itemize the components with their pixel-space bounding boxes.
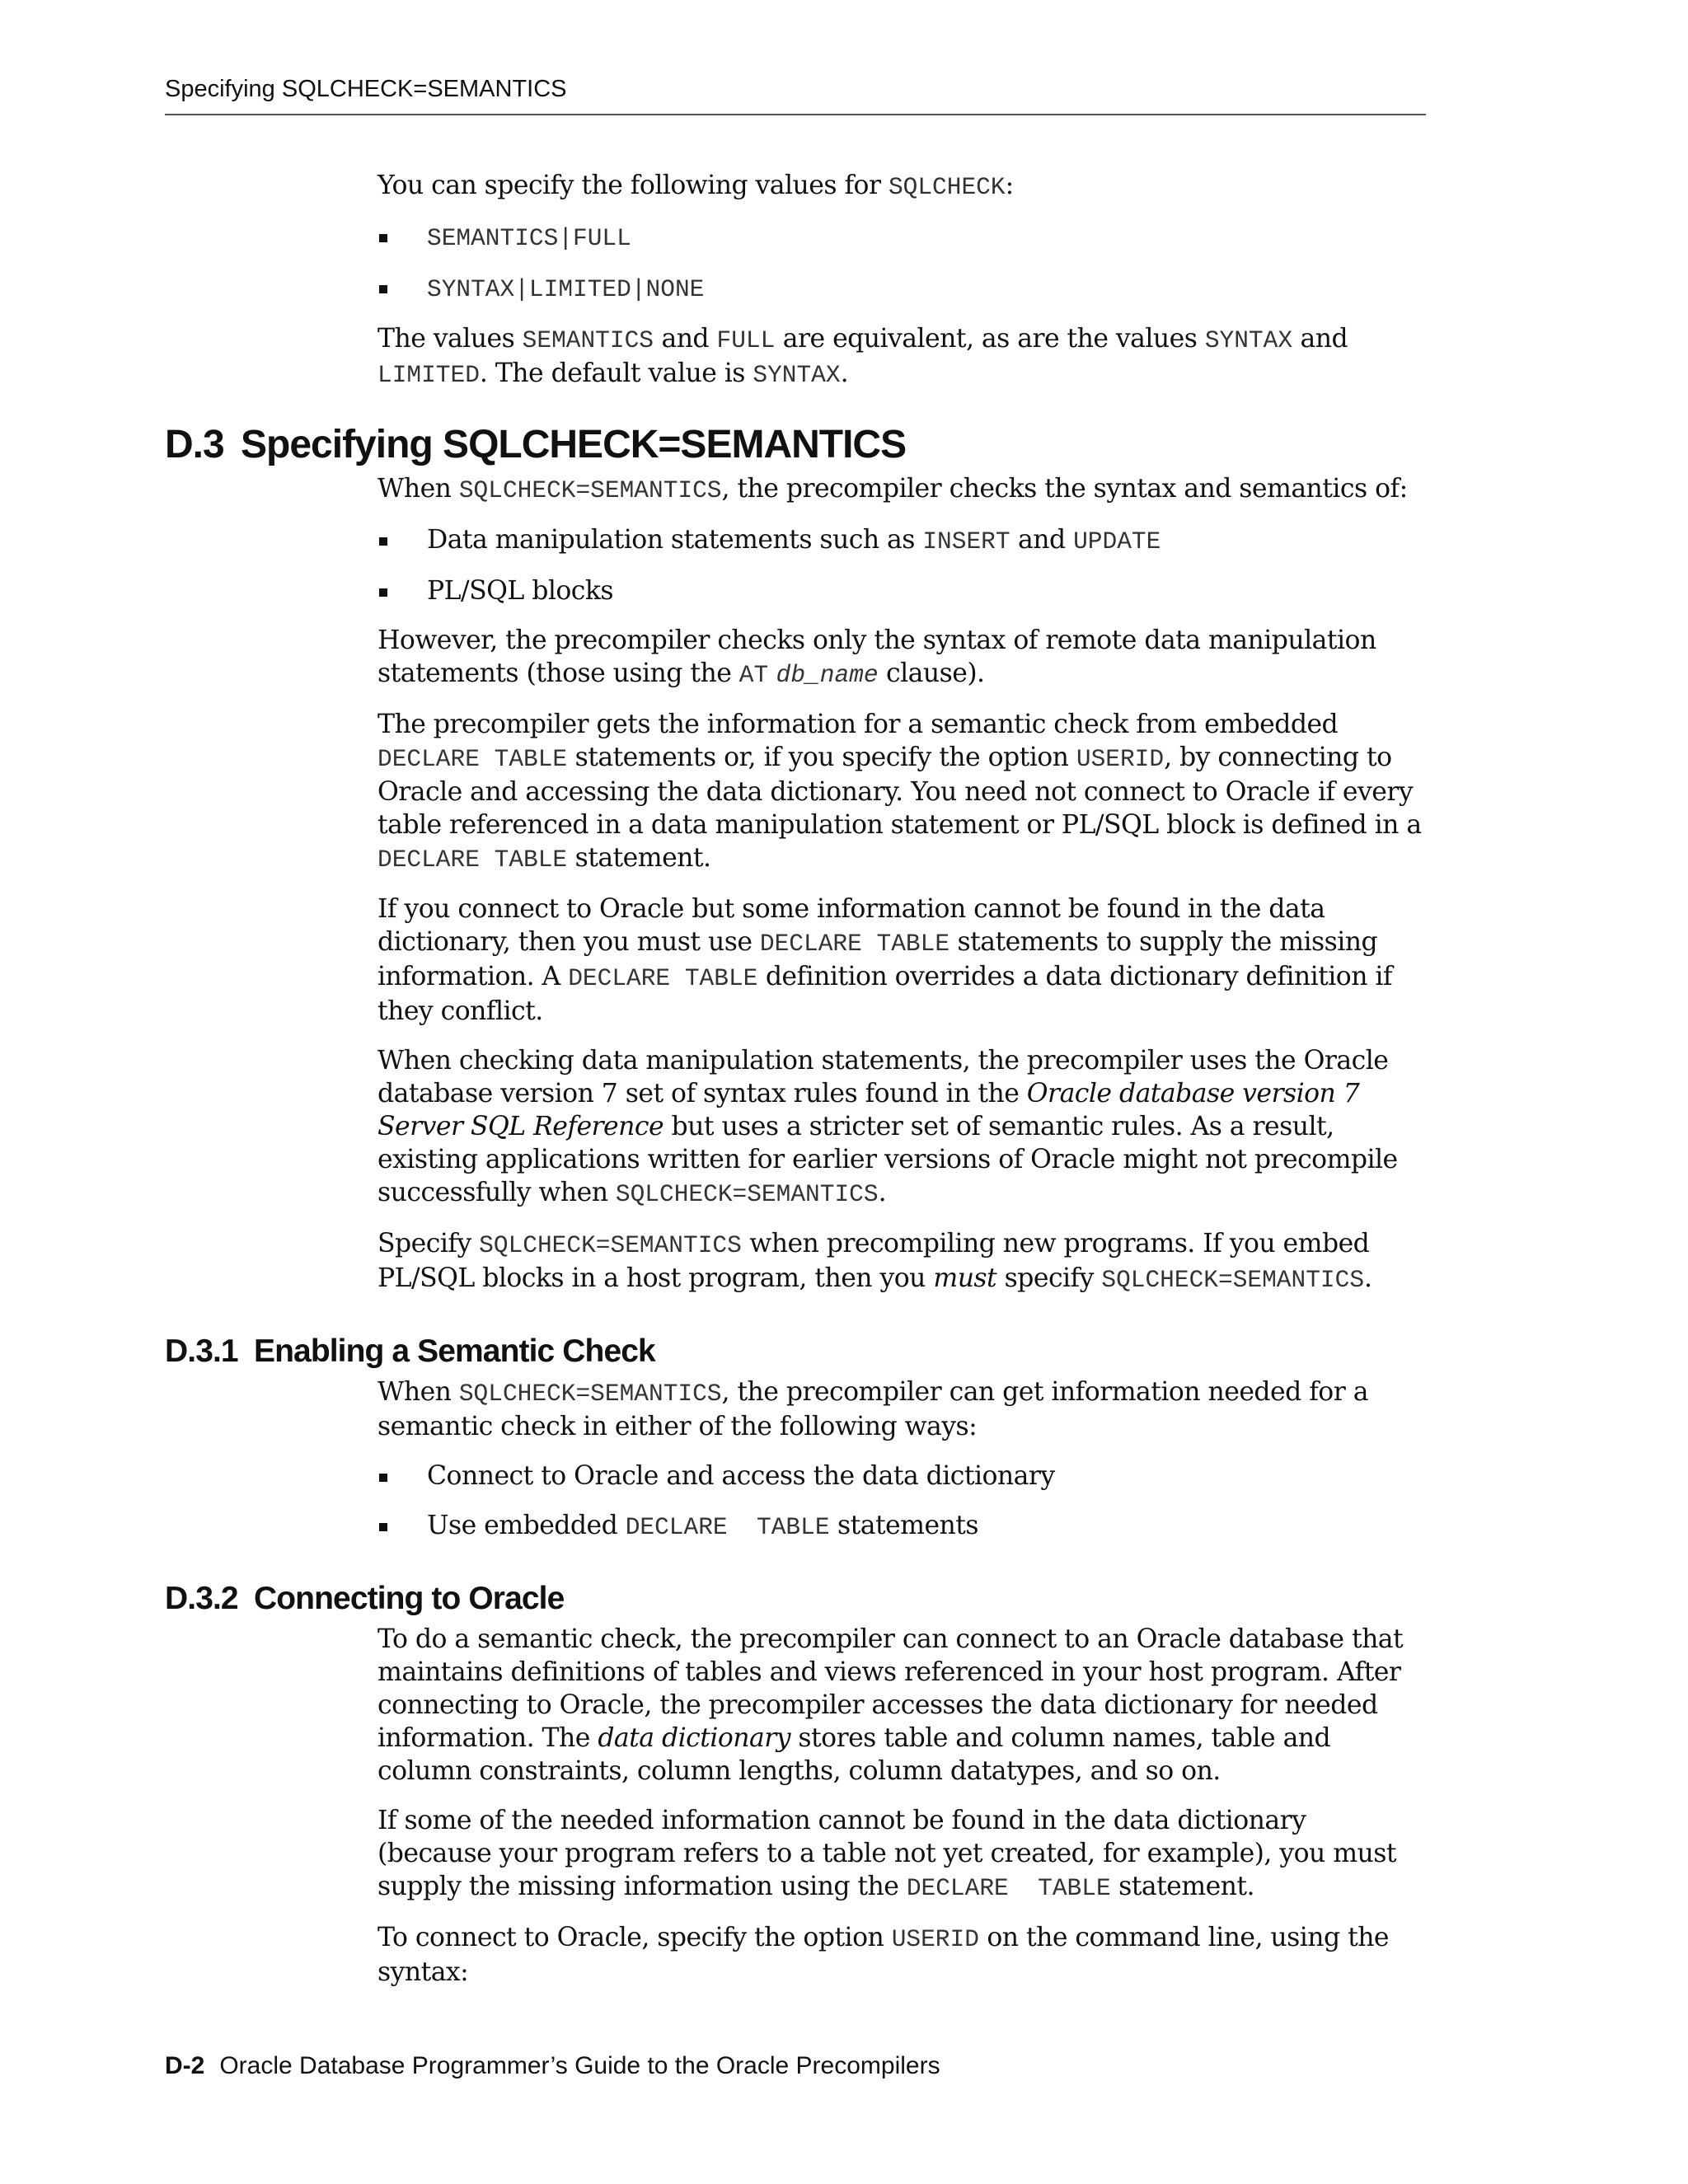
running-header: Specifying SQLCHECK=SEMANTICS bbox=[165, 76, 567, 102]
page-body bbox=[165, 169, 1424, 2005]
header-rule bbox=[165, 114, 1426, 115]
d3-paragraph-6: Specify SQLCHECK=SEMANTICS when precompiling new programs. If you embed PL/SQL blocks in a host program, then you must specify SQLCHECK=SEMANTICS. bbox=[377, 1229, 1372, 1294]
section-heading-d32 bbox=[165, 1580, 1424, 1618]
d32-paragraph-1: To do a semantic check, the precompiler can connect to an Oracle database that maintains definitions of tables and views referenced in your host program. After connecting to Oracle, the precompiler accesses the data dictionary for needed information. The data dictionary stores table and column names, table and column constraints, column lengths, column datatypes, and so on. bbox=[377, 1624, 1404, 1786]
list-item: PL/SQL blocks bbox=[377, 574, 1424, 607]
section-number: D.3.1 bbox=[165, 1333, 238, 1369]
d31-ways-list bbox=[377, 1460, 1424, 1544]
book-title: Oracle Database Programmer’s Guide to the Oracle Precompilers bbox=[219, 2052, 940, 2079]
d31-paragraph-1: When SQLCHECK=SEMANTICS, the precompiler can get information needed for a semantic check in either of the following ways: bbox=[377, 1377, 1368, 1441]
section-number: D.3 bbox=[165, 423, 224, 466]
list-item: SYNTAX|LIMITED|NONE bbox=[377, 271, 1424, 306]
list-item: SEMANTICS|FULL bbox=[377, 220, 1424, 255]
d3-paragraph-1: When SQLCHECK=SEMANTICS, the precompiler checks the syntax and semantics of: bbox=[377, 474, 1408, 504]
d32-paragraph-2: If some of the needed information cannot be found in the data dictionary (because your program refers to a table not yet created, for example), you must supply the missing information using the DECLARE TABLE statement. bbox=[377, 1806, 1396, 1902]
section-number: D.3.2 bbox=[165, 1581, 238, 1616]
d3-paragraph-3: The precompiler gets the information for a semantic check from embedded DECLARE TABLE statements or, if you specify the option USERID, by connecting to Oracle and accessing the data dictionary. You need not connect to Oracle if every table referenced in a data manipulation statement or PL/SQL block is defined in a DECLARE TABLE statement. bbox=[377, 710, 1422, 874]
section-title: Enabling a Semantic Check bbox=[254, 1333, 655, 1369]
d3-paragraph-5: When checking data manipulation statements, the precompiler uses the Oracle database version 7 set of syntax rules found in the Oracle database version 7 Server SQL Reference but uses a stricter set of semantic rules. As a result, existing applications written for earlier versions of Oracle might not precompile successfully when SQLCHECK=SEMANTICS. bbox=[377, 1046, 1398, 1208]
list-item: Use embedded DECLARE TABLE statements bbox=[377, 1509, 1424, 1544]
list-item: Connect to Oracle and access the data dictionary bbox=[377, 1460, 1424, 1493]
page-footer bbox=[165, 2052, 940, 2080]
page-number: D-2 bbox=[165, 2052, 205, 2079]
intro-paragraph-2: The values SEMANTICS and FULL are equivalent, as are the values SYNTAX and LIMITED. The default value is SYNTAX. bbox=[377, 324, 1348, 389]
intro-paragraph-1: You can specify the following values for SQLCHECK: bbox=[377, 171, 1014, 201]
sqlcheck-values-list bbox=[377, 220, 1424, 306]
list-item: Data manipulation statements such as INSERT and UPDATE bbox=[377, 523, 1424, 558]
d3-checked-items-list bbox=[377, 523, 1424, 607]
section-heading-d31 bbox=[165, 1333, 1424, 1371]
section-heading-d3 bbox=[165, 423, 1424, 467]
d32-paragraph-3: To connect to Oracle, specify the option USERID on the command line, using the syntax: bbox=[377, 1923, 1390, 1987]
section-title: Specifying SQLCHECK=SEMANTICS bbox=[241, 423, 907, 466]
section-title: Connecting to Oracle bbox=[254, 1581, 565, 1616]
d3-paragraph-4: If you connect to Oracle but some information cannot be found in the data dictionary, then you must use DECLARE TABLE statements to supply the missing information. A DECLARE TABLE definition overrides a data dictionary definition if they conflict. bbox=[377, 894, 1393, 1026]
d3-paragraph-2: However, the precompiler checks only the syntax of remote data manipulation statements (those using the AT db_name clause). bbox=[377, 626, 1376, 689]
